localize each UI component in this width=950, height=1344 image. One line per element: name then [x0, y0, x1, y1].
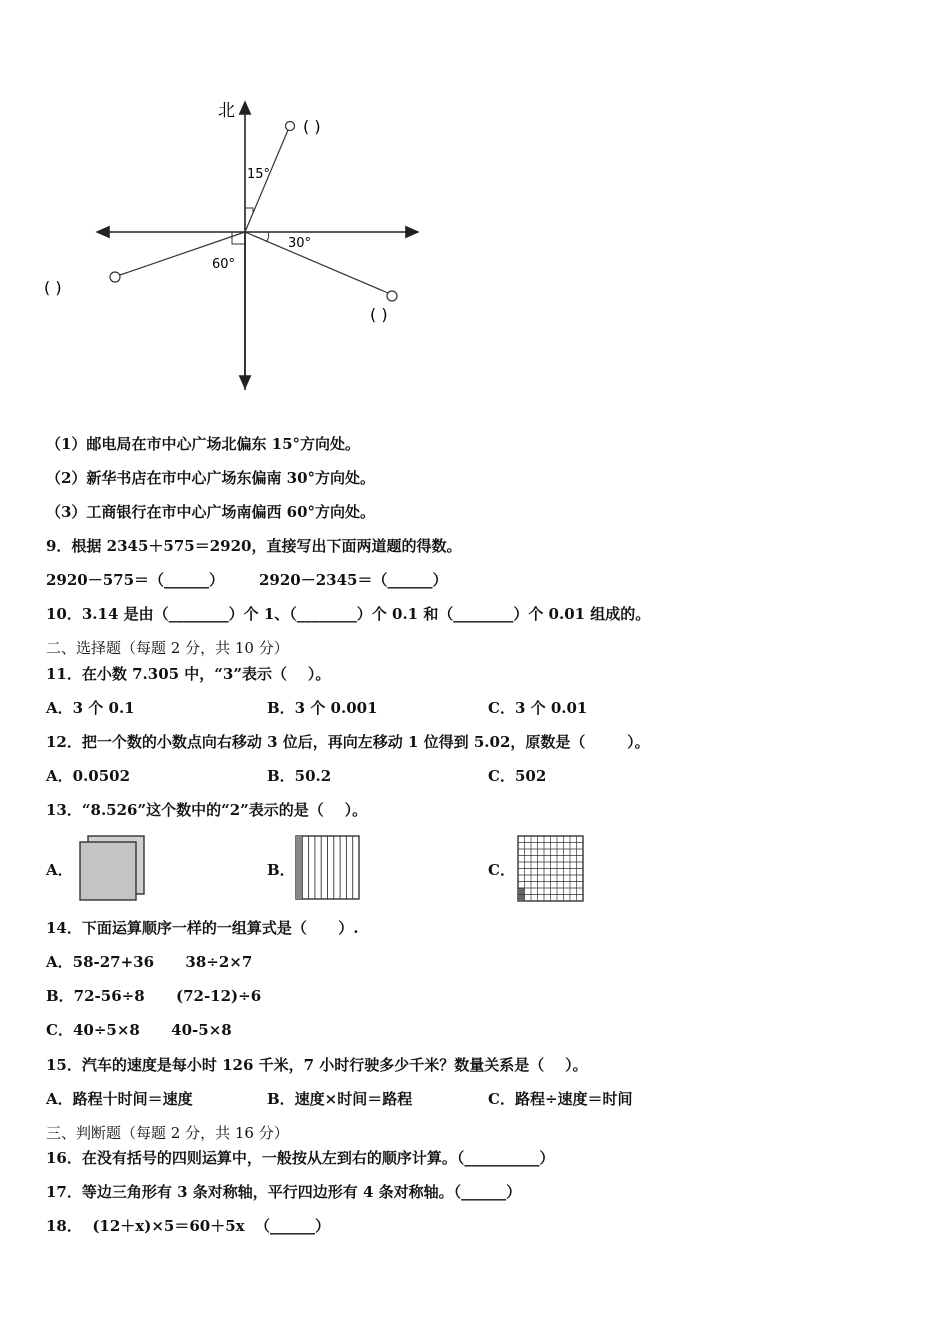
- q14-option-b: B．72-56÷8 (72-12)÷6: [46, 987, 262, 1005]
- q15-stem: 15．汽车的速度是每小时 126 千米，7 小时行驶多少千米？数量关系是（ ）。: [46, 1056, 588, 1074]
- q14-option-a: A．58-27+36 38÷2×7: [46, 953, 253, 971]
- point-sw: [110, 272, 120, 282]
- section2-heading: 二、选择题（每题 2 分，共 10 分）: [46, 639, 289, 657]
- point-se: [387, 291, 397, 301]
- q11-option-a: A．3 个 0.1: [46, 699, 135, 717]
- q8-item-1: （1）邮电局在市中心广场北偏东 15°方向处。: [46, 435, 361, 453]
- q13-option-c: C．: [488, 861, 515, 879]
- q11-option-b: B．3 个 0.001: [267, 699, 378, 717]
- q9-a: 2920－575＝（______）: [46, 571, 225, 589]
- q11-option-c: C．3 个 0.01: [488, 699, 588, 717]
- q9-b: 2920－2345＝（______）: [259, 571, 448, 589]
- q13-figure-c: [517, 835, 585, 903]
- point-ne: [286, 122, 295, 131]
- q16-stem: 16．在没有括号的四则运算中，一般按从左到右的顺序计算。（__________）: [46, 1149, 555, 1167]
- q13-option-a: A．: [46, 861, 73, 879]
- angle-30-label: 30°: [288, 236, 312, 251]
- section3-heading: 三、判断题（每题 2 分，共 16 分）: [46, 1124, 289, 1142]
- q13-option-b: B．: [267, 861, 295, 879]
- q9-stem: 9．根据 2345＋575＝2920，直接写出下面两道题的得数。: [46, 537, 462, 555]
- q15-option-c: C．路程÷速度＝时间: [488, 1090, 633, 1108]
- q13-stem: 13．“8.526”这个数中的“2”表示的是（ ）。: [46, 801, 368, 819]
- q12-stem: 12．把一个数的小数点向右移动 3 位后，再向左移动 1 位得到 5.02，原数是（ ）。: [46, 733, 650, 751]
- q12-option-c: C．502: [488, 767, 547, 785]
- north-label: 北: [218, 101, 235, 121]
- q12-option-a: A．0.0502: [46, 767, 131, 785]
- q13-figure-b: [295, 835, 361, 901]
- q8-item-2: （2）新华书店在市中心广场东偏南 30°方向处。: [46, 469, 376, 487]
- q10-stem: 10．3.14 是由（________）个 1、（________）个 0.1 和（________）个 0.01 组成的。: [46, 605, 651, 623]
- q14-stem: 14．下面运算顺序一样的一组算式是（ ）.: [46, 919, 359, 937]
- q8-item-3: （3）工商银行在市中心广场南偏西 60°方向处。: [46, 503, 376, 521]
- q17-stem: 17．等边三角形有 3 条对称轴，平行四边形有 4 条对称轴。（______）: [46, 1183, 522, 1201]
- q14-option-c: C．40÷5×8 40-5×8: [46, 1021, 232, 1039]
- q15-option-b: B．速度×时间＝路程: [267, 1090, 413, 1108]
- q13-figure-a: [76, 834, 148, 902]
- q12-option-b: B．50.2: [267, 767, 332, 785]
- angle-60-label: 60°: [212, 257, 236, 272]
- angle-15-label: 15°: [247, 167, 271, 182]
- blank-ne: ( ): [303, 117, 321, 136]
- q11-stem: 11．在小数 7.305 中，“3”表示（ ）。: [46, 665, 331, 683]
- q15-option-a: A．路程十时间＝速度: [46, 1090, 193, 1108]
- blank-sw: ( ): [44, 278, 62, 297]
- q18-stem: 18． (12＋x)×5＝60＋5x （______）: [46, 1217, 331, 1235]
- blank-se: ( ): [370, 305, 388, 324]
- direction-diagram: [40, 90, 440, 400]
